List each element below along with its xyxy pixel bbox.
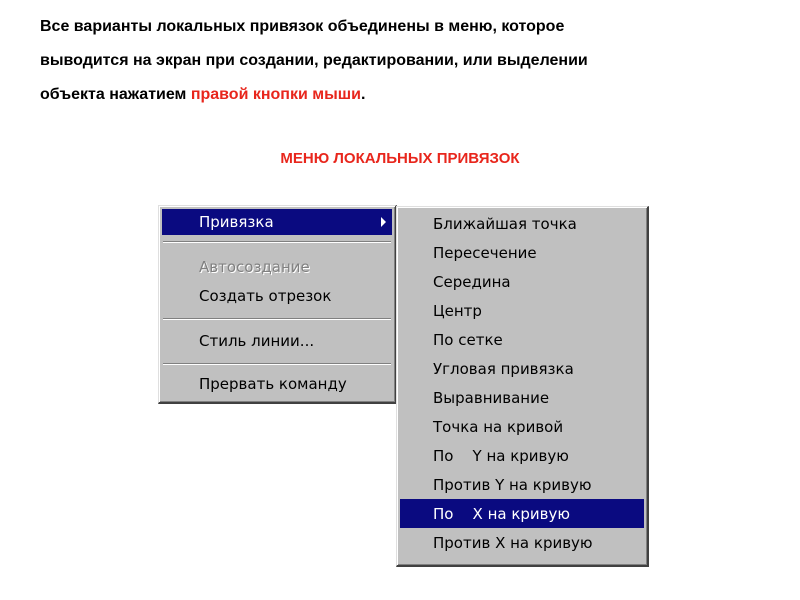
submenu-item-label: Середина	[433, 272, 511, 291]
submenu-item-label: По Y на кривую	[433, 446, 569, 465]
menu-item-create-segment[interactable]	[162, 283, 392, 309]
submenu-arrow-icon	[381, 217, 386, 227]
submenu-item-midpoint[interactable]	[400, 267, 644, 296]
intro-line-3	[40, 78, 760, 112]
submenu-item-label: Точка на кривой	[433, 417, 564, 436]
menu-separator	[163, 318, 391, 320]
submenu-item-intersection[interactable]	[400, 238, 644, 267]
menu-item-autocreate-label: Автосоздание	[199, 258, 310, 276]
intro-text	[40, 10, 760, 112]
submenu-item-label: Ближайшая точка	[433, 214, 577, 233]
snap-submenu	[396, 206, 649, 567]
submenu-item-against-y[interactable]	[400, 470, 644, 499]
submenu-item-label: По X на кривую	[433, 504, 571, 523]
submenu-item-label: Против X на кривую	[433, 533, 593, 552]
menu-separator	[163, 363, 391, 365]
menu-item-abort-command[interactable]	[162, 371, 392, 397]
menu-item-snap-label: Привязка	[199, 213, 274, 231]
context-menu	[158, 205, 397, 404]
menu-item-create-segment-label: Создать отрезок	[199, 287, 332, 305]
submenu-item-nearest-point[interactable]	[400, 209, 644, 238]
submenu-item-label: По сетке	[433, 330, 503, 349]
menu-item-line-style[interactable]	[162, 328, 392, 354]
intro-line-3-prefix: объекта нажатием	[40, 86, 191, 103]
submenu-item-along-y[interactable]	[400, 441, 644, 470]
intro-line-1: Все варианты локальных привязок объединены в меню, которое	[40, 18, 565, 35]
submenu-item-label: Против Y на кривую	[433, 475, 592, 494]
submenu-item-label: Выравнивание	[433, 388, 550, 407]
submenu-item-point-on-curve[interactable]	[400, 412, 644, 441]
submenu-item-label: Пересечение	[433, 243, 537, 262]
menu-item-autocreate	[162, 254, 392, 280]
submenu-item-label: Центр	[433, 301, 482, 320]
submenu-item-against-x[interactable]	[400, 528, 644, 557]
submenu-item-center[interactable]	[400, 296, 644, 325]
menu-item-abort-command-label: Прервать команду	[199, 375, 347, 393]
submenu-item-along-x[interactable]	[400, 499, 644, 528]
intro-highlight: правой кнопки мыши	[190, 86, 361, 103]
menu-item-snap[interactable]	[162, 209, 392, 235]
submenu-item-label: Угловая привязка	[433, 359, 574, 378]
menu-separator	[163, 241, 391, 243]
submenu-item-angle-snap[interactable]	[400, 354, 644, 383]
intro-line-2: выводится на экран при создании, редактировании, или выделении	[40, 52, 588, 69]
submenu-item-grid[interactable]	[400, 325, 644, 354]
intro-line-3-suffix: .	[360, 86, 366, 103]
menu-item-line-style-label: Стиль линии...	[199, 332, 315, 350]
menu-title: МЕНЮ ЛОКАЛЬНЫХ ПРИВЯЗОК	[280, 150, 520, 167]
submenu-item-alignment[interactable]	[400, 383, 644, 412]
